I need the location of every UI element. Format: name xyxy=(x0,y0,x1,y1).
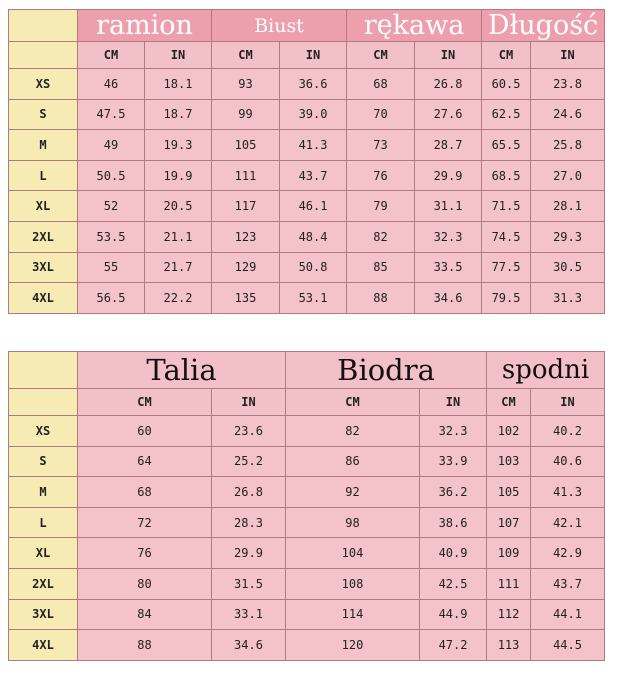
size-row xyxy=(9,568,605,599)
measurement-cell: 20.5 xyxy=(145,191,212,222)
size-label: L xyxy=(9,160,78,191)
measurement-cell: 80 xyxy=(78,568,212,599)
measurement-cell: 77.5 xyxy=(482,252,531,283)
measurement-cell: 25.8 xyxy=(531,130,605,161)
measurement-cell: 40.9 xyxy=(420,538,487,569)
measurement-cell: 43.7 xyxy=(531,568,605,599)
measurement-cell: 40.2 xyxy=(531,416,605,447)
measurement-cell: 129 xyxy=(212,252,280,283)
measurement-cell: 50.5 xyxy=(78,160,145,191)
measurement-cell: 62.5 xyxy=(482,99,531,130)
measurement-cell: 43.7 xyxy=(280,160,347,191)
measurement-cell: 103 xyxy=(487,446,531,477)
size-label: 3XL xyxy=(9,252,78,283)
size-row xyxy=(9,191,605,222)
measurement-cell: 38.6 xyxy=(420,507,487,538)
size-label: 3XL xyxy=(9,599,78,630)
size-row xyxy=(9,477,605,508)
measurement-cell: 32.3 xyxy=(420,416,487,447)
measurement-cell: 76 xyxy=(78,538,212,569)
size-label: M xyxy=(9,477,78,508)
measurement-cell: 23.6 xyxy=(212,416,286,447)
measurement-cell: 98 xyxy=(286,507,420,538)
measurement-cell: 42.1 xyxy=(531,507,605,538)
unit-in: IN xyxy=(280,42,347,69)
measurement-cell: 72 xyxy=(78,507,212,538)
measurement-cell: 56.5 xyxy=(78,283,145,314)
measurement-cell: 68 xyxy=(347,69,415,100)
measurement-cell: 71.5 xyxy=(482,191,531,222)
measurement-cell: 117 xyxy=(212,191,280,222)
measurement-cell: 25.2 xyxy=(212,446,286,477)
measurement-cell: 60 xyxy=(78,416,212,447)
measurement-cell: 42.9 xyxy=(531,538,605,569)
measurement-cell: 29.9 xyxy=(415,160,482,191)
measurement-cell: 60.5 xyxy=(482,69,531,100)
measurement-cell: 112 xyxy=(487,599,531,630)
measurement-cell: 86 xyxy=(286,446,420,477)
measurement-cell: 135 xyxy=(212,283,280,314)
size-label: XS xyxy=(9,69,78,100)
measurement-cell: 105 xyxy=(212,130,280,161)
measurement-cell: 24.6 xyxy=(531,99,605,130)
size-label: XL xyxy=(9,538,78,569)
corner-cell xyxy=(9,42,78,69)
measurement-cell: 84 xyxy=(78,599,212,630)
measurement-cell: 88 xyxy=(347,283,415,314)
unit-in: IN xyxy=(531,389,605,416)
measurement-cell: 68.5 xyxy=(482,160,531,191)
size-label: M xyxy=(9,130,78,161)
unit-cm: CM xyxy=(78,42,145,69)
measurement-cell: 33.1 xyxy=(212,599,286,630)
measurement-cell: 33.5 xyxy=(415,252,482,283)
unit-cm: CM xyxy=(78,389,212,416)
measurement-cell: 33.9 xyxy=(420,446,487,477)
measurement-cell: 48.4 xyxy=(280,221,347,252)
measurement-cell: 114 xyxy=(286,599,420,630)
measurement-cell: 34.6 xyxy=(212,630,286,661)
measurement-cell: 104 xyxy=(286,538,420,569)
measurement-cell: 40.6 xyxy=(531,446,605,477)
unit-cm: CM xyxy=(347,42,415,69)
measurement-cell: 19.9 xyxy=(145,160,212,191)
measurement-cell: 55 xyxy=(78,252,145,283)
measurement-cell: 64 xyxy=(78,446,212,477)
unit-in: IN xyxy=(145,42,212,69)
measurement-cell: 82 xyxy=(347,221,415,252)
measurement-cell: 123 xyxy=(212,221,280,252)
measurement-cell: 111 xyxy=(487,568,531,599)
size-row xyxy=(9,630,605,661)
unit-cm: CM xyxy=(286,389,420,416)
measurement-cell: 92 xyxy=(286,477,420,508)
measurement-cell: 120 xyxy=(286,630,420,661)
unit-in: IN xyxy=(212,389,286,416)
measurement-cell: 18.7 xyxy=(145,99,212,130)
measurement-cell: 28.7 xyxy=(415,130,482,161)
size-row xyxy=(9,221,605,252)
measurement-cell: 47.2 xyxy=(420,630,487,661)
measurement-cell: 85 xyxy=(347,252,415,283)
measurement-cell: 79 xyxy=(347,191,415,222)
measurement-cell: 27.0 xyxy=(531,160,605,191)
measurement-cell: 32.3 xyxy=(415,221,482,252)
measurement-cell: 73 xyxy=(347,130,415,161)
measurement-cell: 111 xyxy=(212,160,280,191)
measurement-cell: 109 xyxy=(487,538,531,569)
measurement-cell: 26.8 xyxy=(212,477,286,508)
header-biust: Biust xyxy=(212,10,347,42)
measurement-cell: 49 xyxy=(78,130,145,161)
unit-cm: CM xyxy=(482,42,531,69)
measurement-cell: 26.8 xyxy=(415,69,482,100)
measurement-cell: 99 xyxy=(212,99,280,130)
unit-in: IN xyxy=(531,42,605,69)
size-row xyxy=(9,160,605,191)
header-spodni: spodni xyxy=(487,352,605,389)
measurement-cell: 46 xyxy=(78,69,145,100)
header-talia: Talia xyxy=(78,352,286,389)
measurement-cell: 22.2 xyxy=(145,283,212,314)
measurement-cell: 102 xyxy=(487,416,531,447)
unit-in: IN xyxy=(415,42,482,69)
measurement-cell: 44.9 xyxy=(420,599,487,630)
unit-cm: CM xyxy=(487,389,531,416)
measurement-cell: 93 xyxy=(212,69,280,100)
measurement-cell: 68 xyxy=(78,477,212,508)
measurement-cell: 29.9 xyxy=(212,538,286,569)
measurement-cell: 108 xyxy=(286,568,420,599)
measurement-cell: 52 xyxy=(78,191,145,222)
header-ramion: ramion xyxy=(78,10,212,42)
measurement-cell: 27.6 xyxy=(415,99,482,130)
measurement-cell: 42.5 xyxy=(420,568,487,599)
size-label: L xyxy=(9,507,78,538)
size-row xyxy=(9,252,605,283)
measurement-cell: 44.1 xyxy=(531,599,605,630)
measurement-cell: 53.1 xyxy=(280,283,347,314)
measurement-cell: 107 xyxy=(487,507,531,538)
measurement-cell: 88 xyxy=(78,630,212,661)
measurement-cell: 41.3 xyxy=(531,477,605,508)
measurement-cell: 30.5 xyxy=(531,252,605,283)
size-label: 2XL xyxy=(9,221,78,252)
measurement-cell: 29.3 xyxy=(531,221,605,252)
measurement-cell: 21.7 xyxy=(145,252,212,283)
corner-cell xyxy=(9,352,78,389)
size-row xyxy=(9,507,605,538)
size-label: S xyxy=(9,446,78,477)
size-label: 4XL xyxy=(9,630,78,661)
measurement-cell: 28.1 xyxy=(531,191,605,222)
unit-in: IN xyxy=(420,389,487,416)
measurement-cell: 36.2 xyxy=(420,477,487,508)
corner-cell xyxy=(9,10,78,42)
corner-cell xyxy=(9,389,78,416)
size-row xyxy=(9,99,605,130)
size-chart-lower xyxy=(8,351,605,661)
measurement-cell: 23.8 xyxy=(531,69,605,100)
size-label: XL xyxy=(9,191,78,222)
measurement-cell: 31.3 xyxy=(531,283,605,314)
size-row xyxy=(9,446,605,477)
measurement-cell: 46.1 xyxy=(280,191,347,222)
unit-cm: CM xyxy=(212,42,280,69)
header-rękawa: rękawa xyxy=(347,10,482,42)
measurement-cell: 50.8 xyxy=(280,252,347,283)
measurement-cell: 19.3 xyxy=(145,130,212,161)
measurement-cell: 34.6 xyxy=(415,283,482,314)
measurement-cell: 31.5 xyxy=(212,568,286,599)
measurement-cell: 113 xyxy=(487,630,531,661)
measurement-cell: 31.1 xyxy=(415,191,482,222)
measurement-cell: 41.3 xyxy=(280,130,347,161)
measurement-cell: 28.3 xyxy=(212,507,286,538)
header-biodra: Biodra xyxy=(286,352,487,389)
size-row xyxy=(9,599,605,630)
measurement-cell: 18.1 xyxy=(145,69,212,100)
measurement-cell: 21.1 xyxy=(145,221,212,252)
measurement-cell: 53.5 xyxy=(78,221,145,252)
header-długość: Długość xyxy=(482,10,605,42)
measurement-cell: 79.5 xyxy=(482,283,531,314)
size-chart-upper xyxy=(8,9,605,314)
measurement-cell: 105 xyxy=(487,477,531,508)
size-row xyxy=(9,416,605,447)
size-row xyxy=(9,69,605,100)
size-label: XS xyxy=(9,416,78,447)
measurement-cell: 74.5 xyxy=(482,221,531,252)
size-row xyxy=(9,283,605,314)
size-label: 4XL xyxy=(9,283,78,314)
measurement-cell: 70 xyxy=(347,99,415,130)
size-row xyxy=(9,538,605,569)
measurement-cell: 39.0 xyxy=(280,99,347,130)
measurement-cell: 44.5 xyxy=(531,630,605,661)
measurement-cell: 76 xyxy=(347,160,415,191)
size-label: S xyxy=(9,99,78,130)
measurement-cell: 82 xyxy=(286,416,420,447)
size-label: 2XL xyxy=(9,568,78,599)
measurement-cell: 65.5 xyxy=(482,130,531,161)
size-row xyxy=(9,130,605,161)
measurement-cell: 36.6 xyxy=(280,69,347,100)
measurement-cell: 47.5 xyxy=(78,99,145,130)
